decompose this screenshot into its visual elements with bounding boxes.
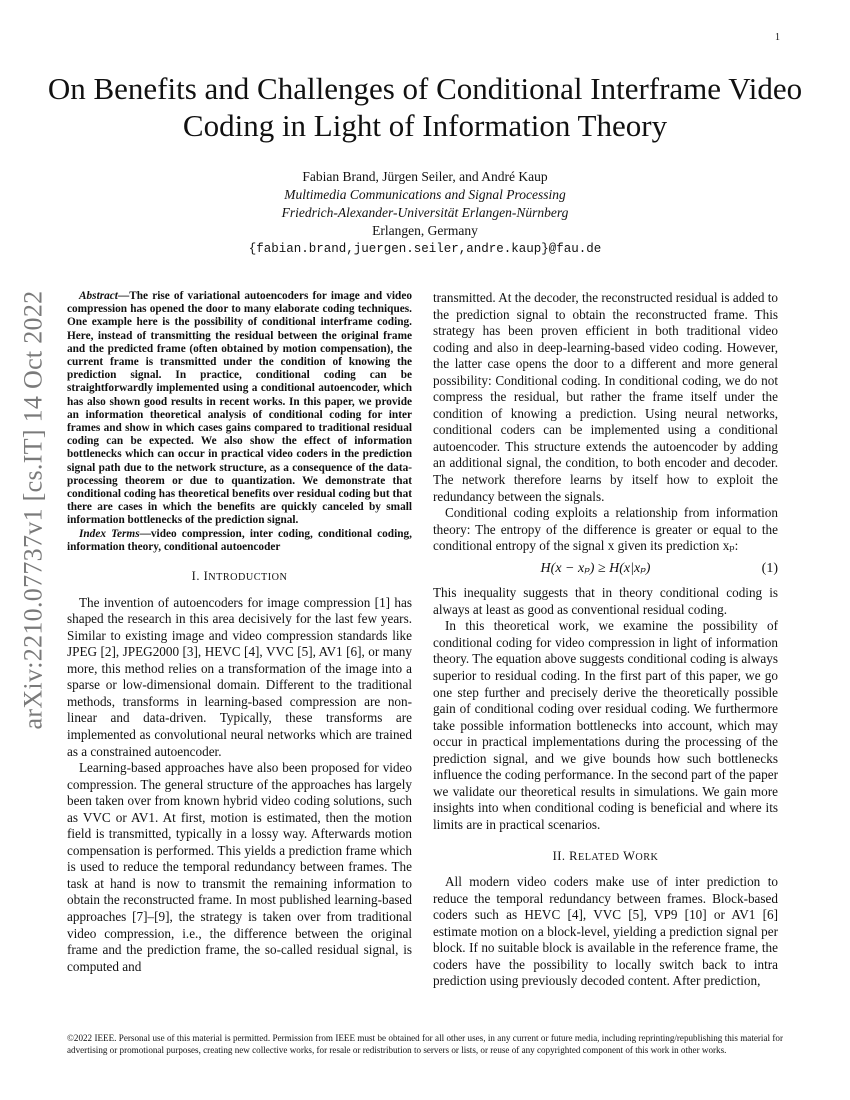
paper-title: On Benefits and Challenges of Conditional Interframe Video Coding in Light of Information Theory	[47, 71, 803, 143]
equation-expression: H(x − xₚ) ≥ H(x|xₚ)	[540, 560, 651, 576]
index-terms-label: Index Terms	[79, 527, 140, 540]
page-number: 1	[775, 32, 780, 43]
equation-1	[433, 561, 778, 578]
abstract	[67, 290, 412, 528]
index-terms	[67, 528, 412, 554]
author-names: Fabian Brand, Jürgen Seiler, and André Kaup	[302, 169, 548, 184]
affiliation-line-1: Multimedia Communications and Signal Processing	[284, 187, 566, 202]
intro-paragraph-4: Conditional coding exploits a relationship from information theory: The entropy of the difference is greater or equal to the conditional entropy of the signal x given its prediction xₚ:	[433, 505, 778, 554]
section-heading-related-work: II. RELATED WORK	[552, 848, 659, 863]
author-location: Erlangen, Germany	[372, 223, 478, 238]
abstract-label: Abstract	[79, 290, 118, 302]
section-heading-introduction: I. INTRODUCTION	[191, 569, 288, 584]
copyright-footer: ©2022 IEEE. Personal use of this material is permitted. Permission from IEEE must be obtained for all other uses, in any current or future media, including reprinting/republishing this material for advertising or promotional purposes, creating new collective works, for resale or redistribution to servers or lists, or reuse of any copyrighted component of this work in other works.	[67, 1033, 783, 1055]
intro-paragraph-3: transmitted. At the decoder, the reconstructed residual is added to the prediction signal to obtain the reconstructed frame. This strategy has been proven efficient in both traditional video coding and also in deep-learning-based video coding. However, the latter case opens the door to a different and more general possibility: Conditional coding. In conditional coding, we do not compress the residual, but rather the frame itself under the condition of knowing a prediction. Using neural networks, conditional coders can be implemented using a conditional autoencoder. This structure extends the autoencoder by adding an additional signal, the condition, to both encoder and decoder. The network therefore learns by itself how to exploit the redundancy between the signals.	[433, 290, 778, 504]
right-column	[433, 290, 778, 990]
author-block	[60, 168, 790, 258]
intro-paragraph-6: In this theoretical work, we examine the possibility of conditional coding for video compression in light of information theory. The equation above suggests conditional coding is always superior to residual coding. In the first part of this paper, we go one step further and precisely derive the theoretically possible gain of conditional coding over residual coding. We furthermore take possible information bottlenecks into account, which may occur in practical implementations during the processing of the prediction signal, and we give bounds how such bottlenecks influence the coding performance. In the second part of the paper we validate our theoretical results in simulations. We gain more insights into when conditional coding is beneficial and where its limits are in practical scenarios.	[433, 618, 778, 832]
abstract-text: —The rise of variational autoencoders for image and video compression has opened the door to many elaborate coding techniques. One example here is the possibility of conditional interframe coding. Here, instead of transmitting the residual between the original frame and the predicted frame (often obtained by motion compensation), the current frame is transmitted under the condition of knowing the prediction signal. In practice, conditional coding can be straightforwardly implemented using a conditional autoencoder, which has also shown good results in recent works. In this paper, we provide an information theoretical analysis of conditional coding for inter frames and show in which cases gains compared to traditional residual coding can be expected. We also show the effect of information bottlenecks which can occur in practical video coders in the prediction signal path due to the network structure, as a consequence of the data-processing theorem or due to quantization. We demonstrate that conditional coding has theoretical benefits over residual coding but that there are cases in which the benefits are quickly canceled by small information bottlenecks of the prediction signal.	[67, 290, 412, 527]
arxiv-watermark	[3, 290, 63, 730]
left-column	[67, 290, 412, 975]
affiliation-line-2: Friedrich-Alexander-Universität Erlangen-Nürnberg	[281, 205, 569, 220]
intro-paragraph-5: This inequality suggests that in theory conditional coding is always at least as good as conventional residual coding.	[433, 585, 778, 617]
index-terms-text: —video compression, inter coding, conditional coding, information theory, conditional autoencoder	[67, 527, 412, 553]
intro-paragraph-1: The invention of autoencoders for image compression [1] has shaped the research in this area decisively for the last few years. Similar to existing image and video compression standards like JPEG [2], JPEG2000 [3], HEVC [4], VVC [5], AV1 [6], or many more, this method relies on a transformation of the image into a sparse or low-dimensional domain. Different to the traditional methods, transforms in learning-based compression are non-linear and data-driven. Typically, these transforms are implemented as convolutional neural networks which are trained as a constrained autoencoder.	[67, 594, 412, 759]
intro-paragraph-2: Learning-based approaches have also been proposed for video compression. The general structure of the approaches has largely been taken over from known hybrid video coding solutions, such as VVC or AV1. At first, motion is estimated, then the motion field is transmitted, typically in a lossy way. Afterwards motion compensation is performed. This yields a prediction frame which is used to reduce the temporal redundancy between frames. The task at hand is now to transmit the remaining information to obtain the reconstructed frame. In most published learning-based approaches [7]–[9], the strategy is taken over from traditional video compression, i.e., the difference between the original frame and the prediction frame, the so-called residual signal, is computed and	[67, 760, 412, 974]
arxiv-identifier: arXiv:2210.07737v1 [cs.IT] 14 Oct 2022	[18, 290, 48, 730]
author-emails: {fabian.brand,juergen.seiler,andre.kaup}@fau.de	[248, 242, 602, 256]
equation-number: (1)	[761, 560, 778, 576]
related-work-paragraph-1: All modern video coders make use of inter prediction to reduce the temporal redundancy between frames. Block-based coders such as HEVC [4], VVC [5], VP9 [10] or AV1 [6] estimate motion on a block-level, yielding a prediction signal per block. If no suitable block is available in the reference frame, the coders have the possibility to locally switch back to intra prediction using previously decoded content. After prediction,	[433, 874, 778, 989]
